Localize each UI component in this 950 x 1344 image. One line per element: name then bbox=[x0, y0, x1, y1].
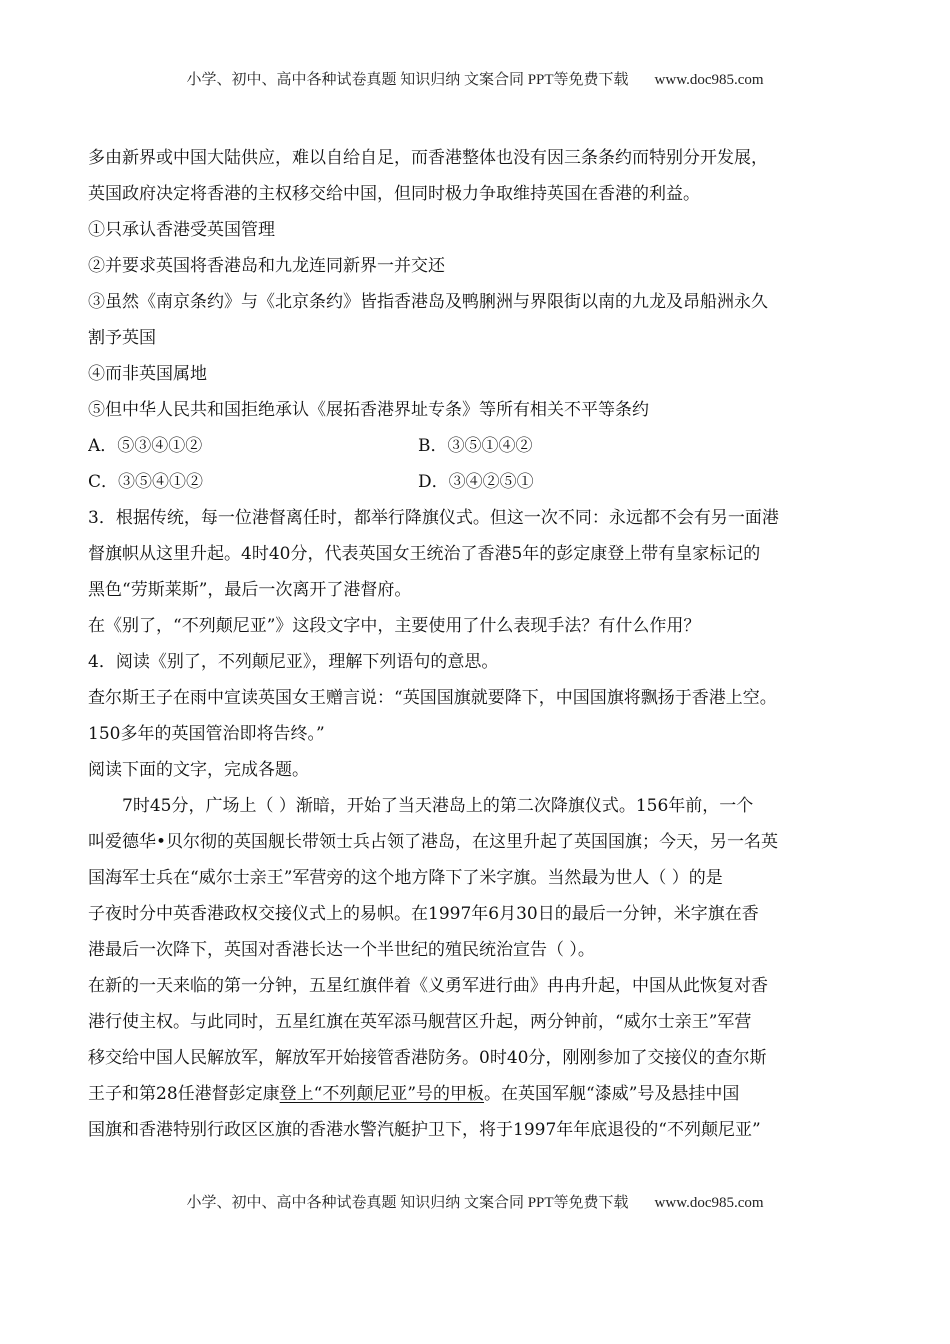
option-a: A．⑤③④①② bbox=[88, 436, 203, 456]
list-item: ⑤但中华人民共和国拒绝承认《展拓香港界址专条》等所有相关不平等条约 bbox=[88, 400, 649, 420]
list-item: ①只承认香港受英国管理 bbox=[88, 220, 275, 240]
option-d: D．③④②⑤① bbox=[418, 472, 534, 492]
reading-title: 阅读下面的文字，完成各题。 bbox=[88, 760, 309, 780]
intro-line: 多由新界或中国大陆供应，难以自给自足，而香港整体也没有因三条条约而特别分开发展， bbox=[88, 148, 768, 168]
question-4-line: 150多年的英国管治即将告终。” bbox=[88, 724, 325, 744]
options-row bbox=[88, 464, 863, 500]
list-item: ④而非英国属地 bbox=[88, 364, 207, 384]
header-url[interactable]: www.doc985.com bbox=[654, 72, 764, 88]
list-item: 割予英国 bbox=[88, 328, 156, 348]
document-body bbox=[88, 140, 863, 1148]
list-item: ③虽然《南京条约》与《北京条约》皆指香港岛及鸭脷洲与界限街以南的九龙及昂船洲永久 bbox=[88, 292, 768, 312]
option-c: C．③⑤④①② bbox=[88, 472, 204, 492]
passage-line: 移交给中国人民解放军，解放军开始接管香港防务。0时40分，刚刚参加了交接仪的查尔斯 bbox=[88, 1048, 767, 1068]
passage-line: 在新的一天来临的第一分钟，五星红旗伴着《义勇军进行曲》冉冉升起，中国从此恢复对香 bbox=[88, 976, 768, 996]
list-item: ②并要求英国将香港岛和九龙连同新界一并交还 bbox=[88, 256, 445, 276]
passage-line bbox=[88, 1076, 863, 1112]
question-3-line: 黑色“劳斯莱斯”，最后一次离开了港督府。 bbox=[88, 580, 412, 600]
options-row bbox=[88, 428, 863, 464]
question-3-line: 督旗帜从这里升起。4时40分，代表英国女王统治了香港5年的彭定康登上带有皇家标记的 bbox=[88, 544, 761, 564]
passage-line: 7时45分，广场上（ ）渐暗，开始了当天港岛上的第二次降旗仪式。156年前，一个 bbox=[122, 796, 754, 816]
question-3-prompt: 在《别了，“不列颠尼亚”》这段文字中，主要使用了什么表现手法？有什么作用？ bbox=[88, 616, 701, 636]
question-3-line: 3．根据传统，每一位港督离任时，都举行降旗仪式。但这一次不同：永远都不会有另一面港 bbox=[88, 508, 779, 528]
passage-line: 叫爱德华•贝尔彻的英国舰长带领士兵占领了港岛，在这里升起了英国国旗；今天，另一名英 bbox=[88, 832, 779, 852]
page-header bbox=[0, 68, 950, 89]
question-4-line: 查尔斯王子在雨中宣读英国女王赠言说：“英国国旗就要降下，中国国旗将飘扬于香港上空。 bbox=[88, 688, 777, 708]
page-footer bbox=[0, 1191, 950, 1212]
footer-text: 小学、初中、高中各种试卷真题 知识归纳 文案合同 PPT等免费下载 bbox=[186, 1195, 629, 1211]
passage-text: 王子和第28任港督彭定康 bbox=[88, 1084, 280, 1104]
passage-line: 国海军士兵在“威尔士亲王”军营旁的这个地方降下了米字旗。当然最为世人（ ）的是 bbox=[88, 868, 723, 888]
question-4-line: 4．阅读《别了，不列颠尼亚》，理解下列语句的意思。 bbox=[88, 652, 499, 672]
passage-line: 港最后一次降下，英国对香港长达一个半世纪的殖民统治宣告（ ）。 bbox=[88, 940, 595, 960]
footer-url[interactable]: www.doc985.com bbox=[654, 1195, 764, 1211]
passage-line: 国旗和香港特别行政区区旗的香港水警汽艇护卫下，将于1997年年底退役的“不列颠尼亚” bbox=[88, 1120, 761, 1140]
underlined-phrase: 登上“不列颠尼亚”号的甲板 bbox=[279, 1084, 485, 1104]
passage-line: 子夜时分中英香港政权交接仪式上的易帜。在1997年6月30日的最后一分钟，米字旗在香 bbox=[88, 904, 759, 924]
passage-line: 港行使主权。与此同时，五星红旗在英军添马舰营区升起，两分钟前，“威尔士亲王”军营 bbox=[88, 1012, 752, 1032]
passage-text: 。在英国军舰“漆威”号及悬挂中国 bbox=[484, 1084, 740, 1104]
intro-line: 英国政府决定将香港的主权移交给中国，但同时极力争取维持英国在香港的利益。 bbox=[88, 184, 700, 204]
header-text: 小学、初中、高中各种试卷真题 知识归纳 文案合同 PPT等免费下载 bbox=[186, 72, 629, 88]
option-b: B．③⑤①④② bbox=[418, 436, 533, 456]
